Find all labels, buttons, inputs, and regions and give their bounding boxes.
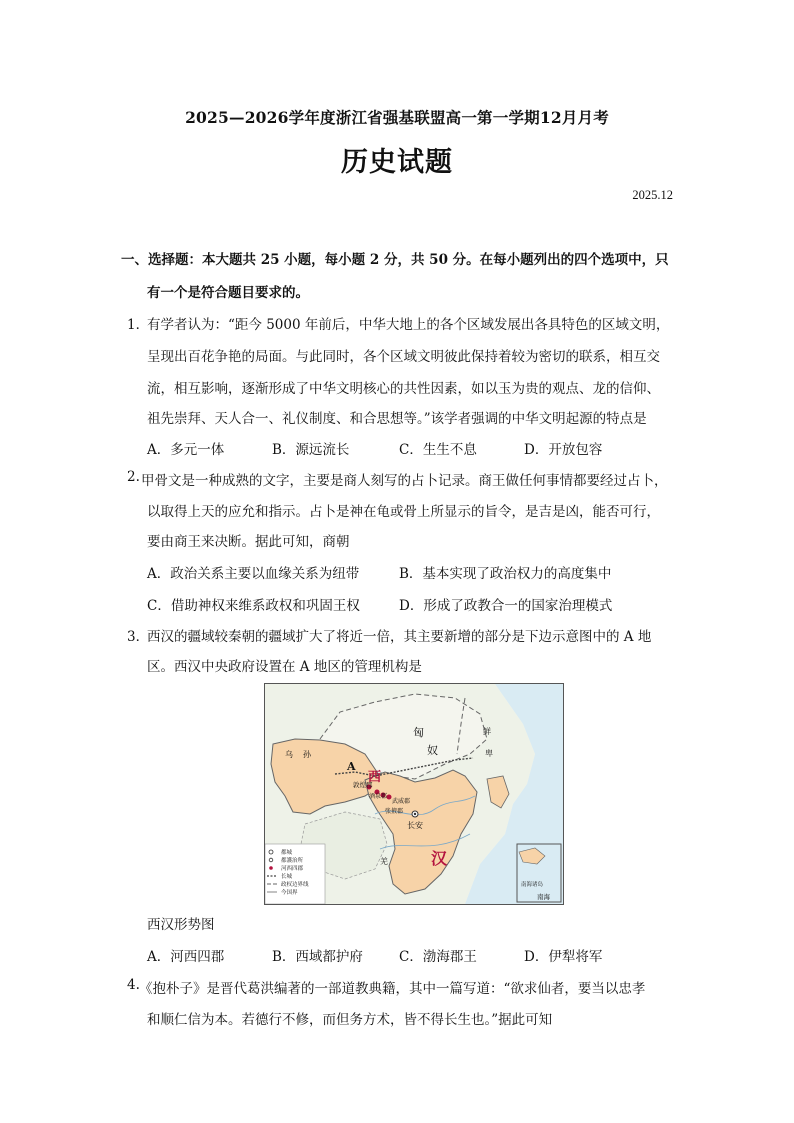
legend-hexi-symbol [269, 866, 273, 870]
map-label-wusun-2: 孙 [303, 750, 311, 759]
question-3-option-a[interactable]: A．河西四郡 [147, 949, 225, 965]
map-label-xianbei-2: 卑 [485, 749, 493, 758]
map-label-zhangye: 张掖郡 [385, 808, 404, 815]
question-3-option-d[interactable]: D．伊犁将军 [524, 949, 603, 965]
map-label-jiuquan: 酒泉郡 [369, 793, 388, 800]
question-2-option-d[interactable]: D．形成了政教合一的国家治理模式 [399, 598, 613, 614]
map-label-nanhai-inset: 南海诸岛 [521, 882, 544, 888]
map-label-xiongnu-1: 匈 [413, 726, 424, 739]
question-1-number: 1． [127, 317, 150, 333]
map-label-han: 汉 [431, 849, 448, 868]
question-1-line: 流，相互影响，逐渐形成了中华文明核心的共性因素，如以玉为贵的观点、龙的信仰、 [147, 381, 660, 397]
wuwei-marker [387, 795, 392, 800]
question-1-line: 有学者认为：“距今 5000 年前后，中华大地上的各个区域发展出各具特色的区域文明， [147, 317, 670, 333]
map-label-xianbei-1: 鲜 [483, 727, 491, 736]
map-label-xiongnu-2: 奴 [427, 744, 438, 757]
question-3-number: 3． [127, 629, 150, 645]
question-2-option-a[interactable]: A．政治关系主要以血缘关系为纽带 [147, 566, 360, 582]
question-1-line: 呈现出百花争艳的局面。与此同时，各个区域文明彼此保持着较为密切的联系，相互交 [147, 349, 660, 365]
legend-label: 都護治所 [281, 858, 304, 864]
page-title: 历史试题 [341, 147, 453, 178]
map-label-nanhai: 南海 [537, 893, 550, 901]
legend-protectorate-symbol [269, 858, 273, 862]
legend-label: 今国界 [281, 890, 298, 896]
question-2-option-c[interactable]: C．借助神权来维系政权和巩固王权 [147, 598, 360, 614]
question-3-line: 区。西汉中央政府设置在 A 地区的管理机构是 [147, 659, 422, 675]
question-1-option-d[interactable]: D．开放包容 [524, 442, 603, 458]
map-svg [265, 684, 563, 904]
western-han-map [264, 683, 564, 905]
map-label-a: A [347, 760, 356, 773]
question-3-line: 西汉的疆域较秦朝的疆域扩大了将近一倍，其主要新增的部分是下边示意图中的 A 地 [147, 629, 652, 645]
map-label-dunhuang: 敦煌郡 [353, 781, 373, 789]
question-3-option-c[interactable]: C．渤海郡王 [399, 949, 477, 965]
question-1-option-a[interactable]: A．多元一体 [147, 442, 225, 458]
section-heading-line2: 有一个是符合题目要求的。 [147, 285, 309, 301]
question-3-option-b[interactable]: B．西域都护府 [272, 949, 363, 965]
question-4-line: 和顺仁信为本。若德行不修，而但务方术，皆不得长生也。”据此可知 [147, 1012, 553, 1028]
question-2-line: 要由商王来决断。据此可知，商朝 [147, 534, 350, 550]
question-1-option-c[interactable]: C．生生不息 [399, 442, 477, 458]
changan-dot [414, 813, 416, 815]
question-1-line: 祖先崇拜、天人合一、礼仪制度、和合思想等。”该学者强调的中华文明起源的特点是 [147, 411, 647, 427]
question-4-line: 《抱朴子》是晋代葛洪编著的一部道教典籍，其中一篇写道：“欲求仙者，要当以忠孝 [139, 981, 646, 997]
legend-label: 政权边界线 [281, 882, 309, 888]
question-2-number: 2. [127, 469, 140, 485]
map-caption: 西汉形势图 [147, 917, 215, 933]
exam-date: 2025.12 [632, 188, 673, 202]
map-label-wuwei: 武威郡 [392, 798, 411, 805]
legend-label: 河西四郡 [281, 866, 304, 872]
map-label-changan: 长安 [407, 821, 423, 830]
question-2-option-b[interactable]: B．基本实现了政治权力的高度集中 [399, 566, 612, 582]
map-label-xi: 西 [368, 770, 382, 785]
legend-label: 长城 [281, 874, 293, 880]
legend-capital-symbol [269, 850, 273, 854]
legend-label: 都城 [281, 850, 293, 856]
question-2-line: 以取得上天的应允和指示。占卜是神在龟或骨上所显示的旨令，是吉是凶，能否可行， [147, 504, 660, 520]
question-4-number: 4. [127, 977, 140, 993]
exam-subtitle: 2025—2026学年度浙江省强基联盟高一第一学期12月月考 [185, 108, 609, 127]
question-2-line: 甲骨文是一种成熟的文字，主要是商人刻写的占卜记录。商王做任何事情都要经过占卜， [141, 473, 668, 489]
map-label-wusun-1: 乌 [285, 750, 293, 759]
question-1-option-b[interactable]: B．源远流长 [272, 442, 350, 458]
map-label-qiang: 羌 [380, 857, 388, 866]
section-heading-line1: 一、选择题：本大题共 25 小题，每小题 2 分，共 50 分。在每小题列出的四个选项中，只 [121, 252, 669, 268]
